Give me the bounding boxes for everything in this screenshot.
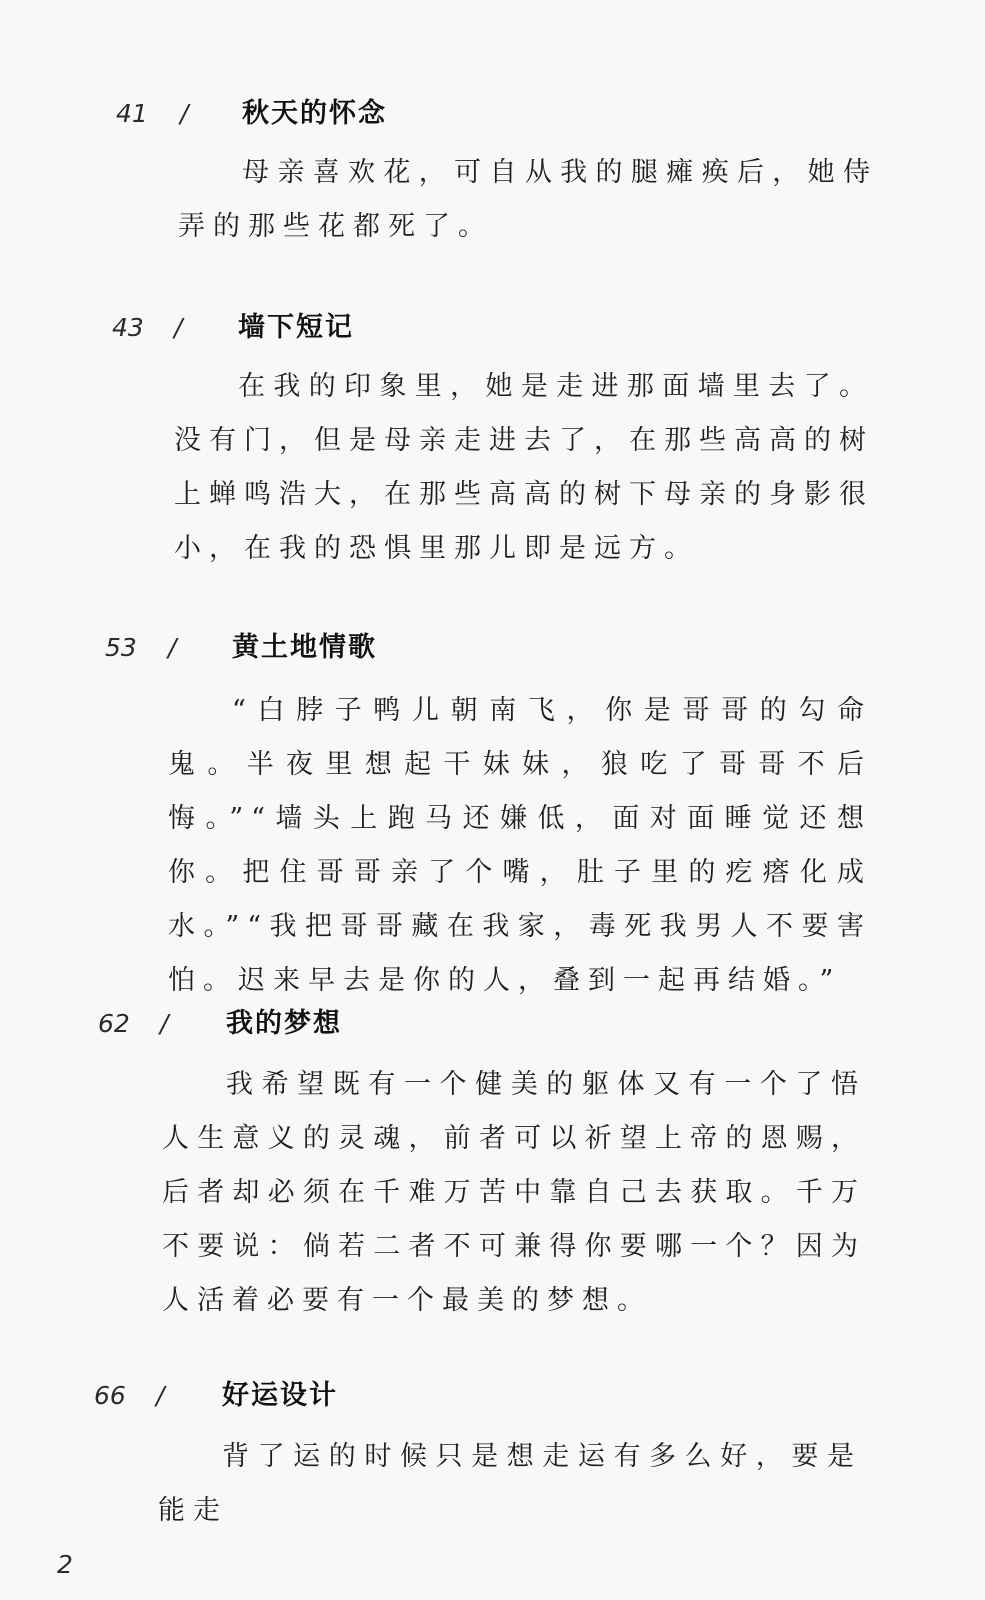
entry-title: 我的梦想 [226,1008,342,1039]
entry-heading [0,628,985,668]
entry-heading [0,308,985,348]
entry-excerpt: 在我的印象里，她是走进那面墙里去了。没有门，但是母亲走进去了，在那些高高的树上蝉鸣浩大，在那些高高的树下母亲的身影很小，在我的恐惧里那儿即是远方。 [174,371,874,564]
entry-separator: / [156,1381,165,1410]
entry-heading [0,1004,985,1044]
toc-entry [0,1004,985,1316]
entry-page-number: 43 [112,313,144,342]
entry-page-number: 41 [116,99,148,128]
entry-heading [0,1376,985,1416]
entry-separator: / [180,99,189,128]
entry-page-number: 62 [98,1009,130,1038]
entry-title: 秋天的怀念 [242,98,387,129]
toc-entry [0,628,985,996]
entry-separator: / [160,1009,169,1038]
entry-page-number: 66 [94,1381,126,1410]
entry-separator: / [168,633,177,662]
entry-separator: / [174,313,183,342]
entry-heading [0,94,985,134]
entry-title: 黄土地情歌 [232,632,377,663]
page-folio-number: 2 [57,1550,73,1579]
entry-excerpt: 我希望既有一个健美的躯体又有一个了悟人生意义的灵魂，前者可以祈望上帝的恩赐，后者却必须在千难万苦中靠自己去获取。千万不要说：倘若二者不可兼得你要哪一个？因为人活着必要有一个最美的梦想。 [162,1069,866,1316]
entry-page-number: 53 [105,633,137,662]
toc-entry [0,94,985,242]
entry-excerpt: 背了运的时候只是想走运有多么好，要是能走 [158,1441,862,1526]
entry-title: 好运设计 [222,1380,338,1411]
entry-title: 墙下短记 [238,312,354,343]
toc-entry [0,308,985,564]
entry-excerpt: 母亲喜欢花，可自从我的腿瘫痪后，她侍弄的那些花都死了。 [178,157,878,242]
toc-entry [0,1376,985,1526]
entry-excerpt: “白脖子鸭儿朝南飞，你是哥哥的勾命鬼。半夜里想起干妹妹，狼吃了哥哥不后悔。”“墙头上跑马还嫌低，面对面睡觉还想你。把住哥哥亲了个嘴，肚子里的疙瘩化成水。”“我把哥哥藏在我家，毒死我男人不要害怕。迟来早去是你的人，叠到一起再结婚。” [168,695,872,996]
